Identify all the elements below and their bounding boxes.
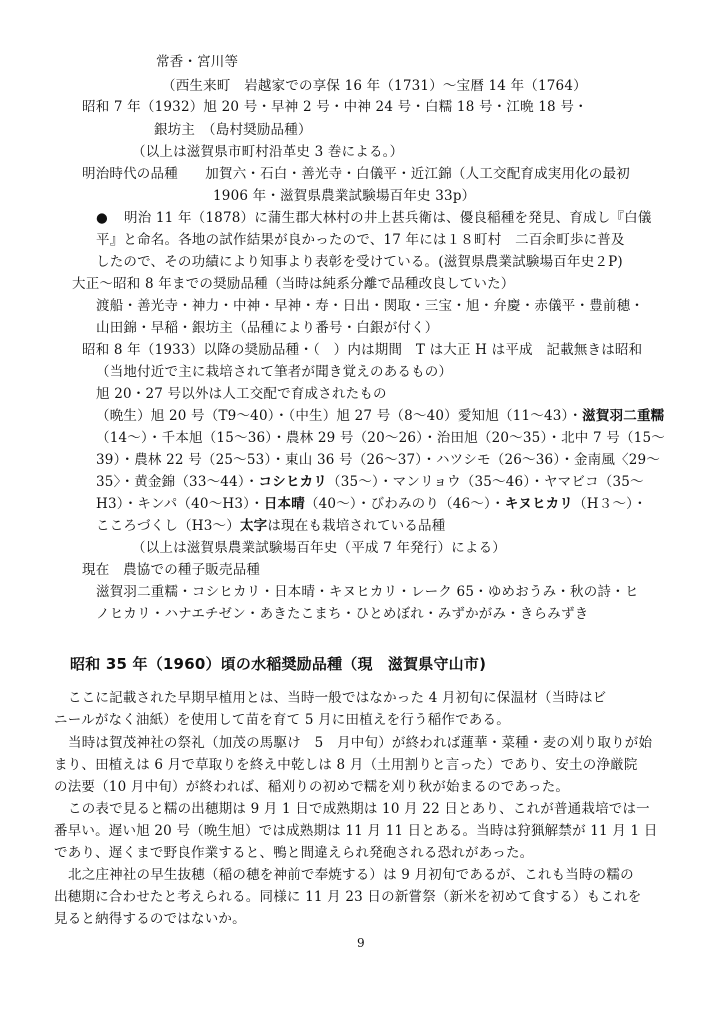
paragraph-line: ニールがなく油紙）を使用して苗を育て 5 月に田植えを行う稲作である。 [54, 712, 510, 728]
text-span: こころづくし（H3～） [96, 518, 240, 534]
text-line: （西生来町 岩越家での享保 16 年（1731）～宝暦 14 年（1764） [162, 78, 587, 94]
text-line: 平』と命名。各地の試作結果が良かったので、17 年には１８町村 二百余町歩に普及 [96, 232, 625, 248]
bold-label: 太字 [239, 518, 268, 534]
text-line: 39）・農林 22 号（25～53）・東山 36 号（26～37）・ハツシモ（26～36）・金南風〈29～ [96, 452, 661, 468]
paragraph-line: の法要（10 月中旬）が終われば、稲刈りの初めで糯を刈り秋が始まるのであった。 [54, 779, 570, 795]
paragraph-line: 北之庄神社の早生抜穂（稲の穂を神前で奉焼する）は 9 月初旬であるが、これも当時の糯の [68, 867, 634, 883]
text-line: （当地付近で主に栽培されて筆者が聞き覚えのあるもの） [96, 364, 453, 380]
text-line: （以上は滋賀県農業試験場百年史（平成 7 年発行）による） [132, 540, 506, 556]
bold-variety: 滋賀羽二重糯 [582, 408, 665, 424]
text-line: 常香・宮川等 [156, 54, 239, 70]
text-span: （晩生）旭 20 号（T9～40）・（中生）旭 27 号（8～40）愛知旭（11～43）・ [96, 408, 583, 424]
text-line [96, 495, 647, 513]
text-line: 大正～昭和 8 年までの奨励品種（当時は純系分離で品種改良していた） [72, 276, 515, 292]
text-line: 銀坊主 （島村奨励品種） [154, 122, 312, 138]
text-span: 35〉・黄金錦（33～44）・ [96, 474, 259, 490]
paragraph-line: ここに記載された早期早植用とは、当時一般ではなかった 4 月初旬に保温材（当時はビ [68, 690, 607, 706]
text-span: （35～）・マンリョウ（35～46）・ヤマビコ（35～ [327, 474, 644, 490]
text-line: 山田錦・早稲・銀坊主（品種により番号・白銀が付く） [96, 320, 439, 336]
bullet-icon: ● [96, 210, 108, 226]
text-line: 旭 20・27 号以外は人工交配で育成されたもの [96, 386, 387, 402]
section-heading: 昭和 35 年（1960）頃の水稲奨励品種（現 滋賀県守山市) [70, 655, 487, 673]
bold-variety: コシヒカリ [258, 474, 328, 490]
paragraph-line: この表で見ると糯の出穂期は 9 月 1 日で成熟期は 10 月 22 日とあり、これが普通栽培では一 [68, 801, 650, 817]
text-line: 明治時代の品種 加賀六・石白・善光寺・白儀平・近江錦（人工交配育成実用化の最初 [82, 166, 630, 182]
text-line: 1906 年・滋賀県農業試験場百年史 33p） [213, 188, 476, 204]
text-line: （14～）・千本旭（15～36）・農林 29 号（20～26）・治田旭（20～35）・北中 7 号（15～ [96, 430, 665, 446]
text-line: 昭和 7 年（1932）旭 20 号・早神 2 号・中神 24 号・白糯 18 号・江晩 18 号・ [82, 99, 588, 115]
text-line: ノヒカリ・ハナエチゼン・あきたこまち・ひとめぼれ・みずかがみ・きらみずき [96, 606, 589, 622]
paragraph-line: 当時は賀茂神社の祭礼（加茂の馬駆け 5 月中旬）が終われば蓮華・菜種・麦の刈り取りが始 [68, 735, 653, 751]
text-line: 滋賀羽二重糯・コシヒカリ・日本晴・キヌヒカリ・レーク 65・ゆめおうみ・秋の詩・ヒ [96, 584, 639, 600]
text-line [96, 407, 664, 425]
text-span: （H３～）・ [573, 496, 647, 512]
text-line: 昭和 8 年（1933）以降の奨励品種・（ ）内は期間 T は大正 H は平成 記載無きは昭和 [82, 342, 643, 358]
text-span: （40～）・びわみのり（46～）・ [304, 496, 505, 512]
bold-variety: キヌヒカリ [504, 496, 574, 512]
text-span: H3）・キンパ（40～H3）・ [96, 496, 264, 512]
bold-variety: 日本晴 [263, 496, 305, 512]
text-line: したので、その功績により知事より表彰を受けている。(滋賀県農業試験場百年史２P) [96, 254, 623, 270]
text-line [96, 517, 445, 535]
paragraph-line: であり、遅くまで野良作業すると、鴨と間違えられ発砲される恐れがあった。 [54, 845, 534, 861]
page-number: 9 [357, 936, 365, 950]
text-line: 明治 11 年（1878）に蒲生郡大林村の井上甚兵衛は、優良稲種を発見、育成し『白儀 [124, 210, 652, 226]
text-line: 現在 農協での種子販売品種 [82, 562, 261, 578]
text-line: 渡船・善光寺・神力・中神・早神・寿・日出・関取・三宝・旭・弁慶・赤儀平・豊前穂・ [96, 298, 644, 314]
paragraph-line: 番早い。遅い旭 20 号（晩生旭）では成熟期は 11 月 11 日とある。当時は狩猟解禁が 11 月 1 日 [54, 823, 658, 839]
text-line: （以上は滋賀県市町村沿革史 3 巻による。） [132, 144, 404, 160]
text-line [96, 473, 644, 491]
text-span: は現在も栽培されている品種 [267, 518, 446, 534]
paragraph-line: まり、田植えは 6 月で草取りを終え中乾しは 8 月（土用割りと言った）であり、安土の浄厳院 [54, 757, 638, 773]
paragraph-line: 見ると納得するのではないか。 [54, 911, 246, 927]
paragraph-line: 出穂期に合わせたと考えられる。同様に 11 月 23 日の新嘗祭（新米を初めて食する）もこれを [54, 889, 642, 905]
